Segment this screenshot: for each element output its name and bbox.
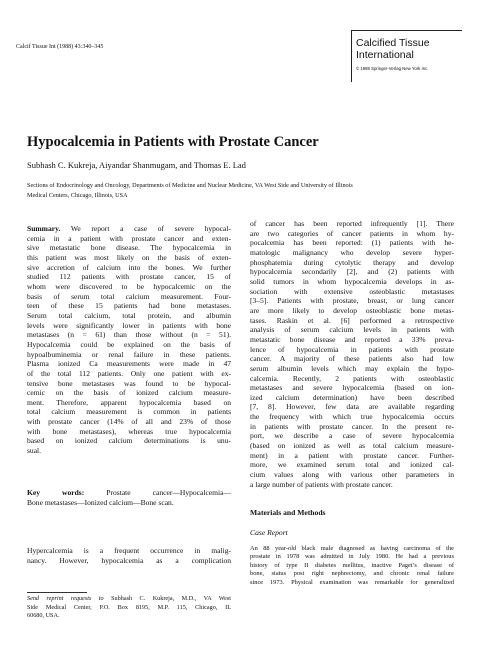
abstract-line bbox=[27, 224, 231, 234]
abstract-line: hypoalbuminemia or renal failure in these patients. bbox=[27, 349, 231, 359]
abstract-line: sive accretion of calcium into the bones. We further bbox=[27, 262, 231, 272]
abstract-line: teen of these 15 patients had bone metastases. bbox=[27, 301, 231, 311]
abstract-line: whom were discovered to be hypocalcemic on the bbox=[27, 281, 231, 291]
body-line: metastases and severe hypocalcemia (based on ion- bbox=[250, 383, 454, 393]
journal-name-line-2: International bbox=[356, 49, 414, 61]
affiliation-line: Sections of Endocrinology and Oncology, Departments of Medicine and Nuclear Medicine, VA West Side and University of Illinois bbox=[27, 182, 353, 189]
case-report-line: history of type II diabetes mellitus, inactive Paget’s disease of bbox=[250, 561, 454, 569]
author-affiliation bbox=[27, 181, 447, 200]
abstract-line: ment. Therefore, apparent hypocalcemia based on bbox=[27, 397, 231, 407]
body-line: serum albumin levels which may explain the hypo- bbox=[250, 363, 454, 373]
body-line: calcemia. Recently, 2 patients with osteoblastic bbox=[250, 373, 454, 383]
case-report-text bbox=[250, 545, 454, 587]
abstract-line: sual. bbox=[27, 446, 42, 456]
reprint-footnote bbox=[27, 595, 231, 621]
journal-name bbox=[356, 37, 430, 61]
keywords-label: Key words: bbox=[27, 488, 85, 497]
body-line: are more likely to develop osteoblastic bone metas- bbox=[250, 305, 454, 315]
body-line: (based on ionized as well as total calcium measure- bbox=[250, 441, 454, 451]
body-line: cancer. A majority of these patients also had low bbox=[250, 354, 454, 364]
body-line: are two categories of cancer patients in whom hy- bbox=[250, 228, 454, 238]
subsection-heading: Case Report bbox=[250, 528, 288, 537]
body-line: the frequency with which true hypocalcemia occurs bbox=[250, 412, 454, 422]
body-line: cium values along with various other parameters in bbox=[250, 470, 454, 480]
introduction-line: nancy. However, hypocalcemia as a complication bbox=[27, 555, 231, 565]
body-line: phosphatemia during cytolytic therapy and develop bbox=[250, 257, 454, 267]
body-line: a large number of patients with prostate cancer. bbox=[250, 479, 393, 489]
body-line: solid tumors in whom hypocalcemia develops in as- bbox=[250, 276, 454, 286]
abstract-line: basis of serum total calcium measurement. Four- bbox=[27, 291, 231, 301]
abstract-line: metastases (n = 61) than those without (n = 51). bbox=[27, 330, 231, 340]
abstract bbox=[27, 224, 231, 456]
body-line: pocalcemia has been reported: (1) patients with he- bbox=[250, 238, 454, 248]
body-line: analysis of serum calcium levels in patients with bbox=[250, 325, 454, 335]
abstract-line: Hypocalcemia could be explained on the basis of bbox=[27, 339, 231, 349]
body-line: in patients with prostate cancer. In the present re- bbox=[250, 421, 454, 431]
abstract-line: cemia in a patient with prostate cancer and exten- bbox=[27, 233, 231, 243]
abstract-line: tensive bone metastases was found to be hypocal- bbox=[27, 378, 231, 388]
introduction-continued bbox=[250, 219, 454, 489]
footnote-line bbox=[27, 595, 231, 604]
footnote-label: Send reprint requests to bbox=[27, 595, 104, 602]
article-title: Hypocalcemia in Patients with Prostate Cancer bbox=[27, 134, 319, 150]
abstract-label: Summary. bbox=[27, 224, 61, 233]
footnote-rule bbox=[27, 592, 87, 593]
keywords-line bbox=[27, 488, 231, 498]
body-line: tases. Raskin et al. [6] performed a retrospective bbox=[250, 315, 454, 325]
body-line: hypocalcemia secondarily [2], and (2) patients with bbox=[250, 267, 454, 277]
case-report-line: since 1973. Physical examination was remarkable for generalized bbox=[250, 578, 454, 586]
body-line: lence of hypocalcemia in patients with prostate bbox=[250, 344, 454, 354]
body-line: matologic malignancy who develop severe hyper- bbox=[250, 247, 454, 257]
abstract-line: sive metastatic bone disease. The hypocalcemia in bbox=[27, 243, 231, 253]
introduction-text bbox=[27, 546, 231, 565]
affiliation-line: Medical Centers, Chicago, Illinois, USA bbox=[27, 191, 128, 199]
body-line: [7, 8]. However, few data are available regarding bbox=[250, 402, 454, 412]
abstract-line: with prostate cancer (14% of all and 23% of those bbox=[27, 417, 231, 427]
abstract-line: levels were significantly lower in patients with bone bbox=[27, 320, 231, 330]
body-line: sociation with extensive osteoblastic metastases bbox=[250, 286, 454, 296]
body-line: port, we describe a case of severe hypocalcemia bbox=[250, 431, 454, 441]
abstract-line: Serum total calcium, total protein, and albumin bbox=[27, 310, 231, 320]
journal-citation: Calcif Tissue Int (1988) 43:340–345 bbox=[16, 44, 104, 50]
abstract-line: of the total 112 patients. Only one patient with ex- bbox=[27, 368, 231, 378]
case-report-line: An 88 year-old black male diagnosed as having carcinoma of the bbox=[250, 545, 454, 552]
body-line: ment) in a patient with prostate cancer. Further- bbox=[250, 450, 454, 460]
abstract-line: with bone metastases), whereas true hypocalcemia bbox=[27, 426, 231, 436]
introduction-line: Hypercalcemia is a frequent occurrence in malig- bbox=[27, 546, 231, 555]
footnote-line-text: Subhash C. Kukreja, M.D., VA West bbox=[111, 595, 231, 602]
body-line: more, we examined serum total and ionized cal- bbox=[250, 460, 454, 470]
section-heading: Materials and Methods bbox=[250, 508, 326, 517]
abstract-line: Plasma ionized Ca measurements were made in 47 bbox=[27, 359, 231, 369]
article-authors: Subhash C. Kukreja, Aiyandar Shanmugam, and Thomas E. Lad bbox=[27, 160, 246, 170]
keywords-line-text: Prostate cancer—Hypocalcemia— bbox=[106, 488, 232, 497]
abstract-line: based on ionized calcium determinations is unu- bbox=[27, 436, 231, 446]
keywords bbox=[27, 488, 231, 507]
case-report-line: prostate in 1978 was admitted in July 1980. He had a previous bbox=[250, 553, 454, 561]
abstract-line: studied 112 patients with prostate cancer, 15 of bbox=[27, 272, 231, 282]
journal-name-line-1: Calcified Tissue bbox=[356, 37, 430, 49]
keywords-line: Bone metastases—Ionized calcium—Bone scan. bbox=[27, 497, 174, 507]
abstract-line: total calcium measurement is common in patients bbox=[27, 407, 231, 417]
body-line: ized calcium determination) have been described bbox=[250, 392, 454, 402]
body-line: of cancer has been reported infrequently [1]. There bbox=[250, 219, 454, 228]
abstract-line: this patient was most likely on the basis of exten- bbox=[27, 252, 231, 262]
body-line: metastatic bone disease and reported a 33% preva- bbox=[250, 334, 454, 344]
body-line: [3–5]. Patients with prostate, breast, or lung cancer bbox=[250, 296, 454, 306]
abstract-line: cemic on the basis of ionized calcium measure- bbox=[27, 388, 231, 398]
footnote-line: Side Medical Center, P.O. Box 8195, M.P. 115, Chicago, IL bbox=[27, 603, 231, 611]
case-report-line: bone, status post right nephrectomy, and chronic renal failure bbox=[250, 570, 454, 578]
footnote-line: 60680, USA. bbox=[27, 612, 60, 620]
abstract-line-text: We report a case of severe hypocal- bbox=[70, 224, 231, 233]
copyright-notice: © 1988 Springer-Verlag New York Inc. bbox=[356, 66, 429, 71]
